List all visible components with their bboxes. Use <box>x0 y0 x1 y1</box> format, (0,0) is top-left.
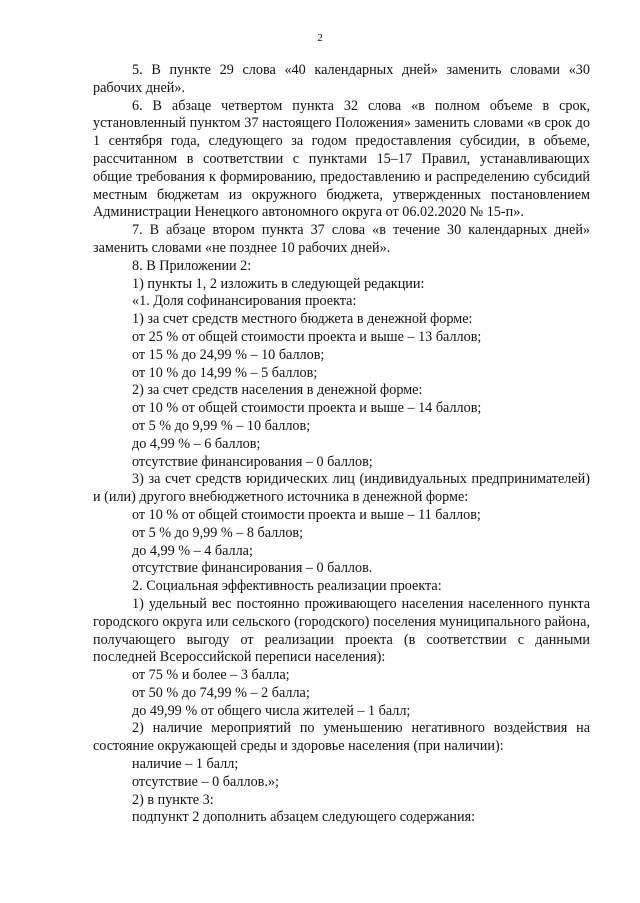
score-line: от 5 % до 9,99 % – 10 баллов; <box>132 417 311 434</box>
cofinancing-legal-entities: 3) за счет средств юридических лиц (индивидуальных предпринимателей) и (или) другого внебюджетного источника в денежной форме: <box>93 471 590 506</box>
appendix-point-2-heading: 2. Социальная эффективность реализации проекта: <box>132 578 442 595</box>
cofinancing-local-budget: 1) за счет средств местного бюджета в денежной форме: <box>132 311 473 328</box>
score-line: до 4,99 % – 4 балла; <box>132 542 253 559</box>
score-line: от 10 % до 14,99 % – 5 баллов; <box>132 364 318 381</box>
paragraph-item-5: 5. В пункте 29 слова «40 календарных дней» заменить словами «30 рабочих дней». <box>93 62 590 96</box>
social-effect-population-share: 1) удельный вес постоянно проживающего населения населенного пункта городского округа или сельского (городского) поселения муниципального района, получающего выгоду от реализации проекта (в соответствии с данными последней Всероссийской переписи населения): <box>93 595 590 666</box>
score-line: от 10 % от общей стоимости проекта и выше – 11 баллов; <box>132 506 481 523</box>
page-number: 2 <box>317 32 323 44</box>
subitem-2: 2) в пункте 3: <box>132 791 214 808</box>
document-body <box>93 62 590 827</box>
score-line: до 49,99 % от общего числа жителей – 1 балл; <box>132 702 411 719</box>
score-line: от 50 % до 74,99 % – 2 балла; <box>132 684 310 701</box>
appendix-point-1-heading: «1. Доля софинансирования проекта: <box>132 293 357 310</box>
paragraph-item-7: 7. В абзаце втором пункта 37 слова «в течение 30 календарных дней» заменить словами «не позднее 10 рабочих дней». <box>93 222 590 256</box>
paragraph-item-6: 6. В абзаце четвертом пункта 32 слова «в полном объеме в срок, установленный пунктом 37 настоящего Положения» заменить словами «в срок до 1 сентября года, следующего за годом предоставления субсидии, в объеме, рассчитанном в соответствии с пунктами 15–17 Правил, устанавливающих общие требования к формированию, предоставлению и распределению субсидий местным бюджетам из окружного бюджета, утвержденных постановлением Администрации Ненецкого автономного округа от 06.02.2020 № 15-п». <box>93 97 590 221</box>
score-line: от 10 % от общей стоимости проекта и выше – 14 баллов; <box>132 400 482 417</box>
score-line: отсутствие финансирования – 0 баллов. <box>132 560 373 577</box>
score-line: от 5 % до 9,99 % – 8 баллов; <box>132 524 304 541</box>
cofinancing-population: 2) за счет средств населения в денежной форме: <box>132 382 423 399</box>
score-line: отсутствие – 0 баллов.»; <box>132 773 279 790</box>
score-line: от 15 % до 24,99 % – 10 баллов; <box>132 346 325 363</box>
subitem-2-text: подпункт 2 дополнить абзацем следующего содержания: <box>132 809 476 826</box>
social-effect-environment: 2) наличие мероприятий по уменьшению негативного воздействия на состояние окружающей среды и здоровье населения (при наличии): <box>93 720 590 755</box>
score-line: наличие – 1 балл; <box>132 756 239 773</box>
score-line: от 75 % и более – 3 балла; <box>132 667 290 684</box>
score-line: до 4,99 % – 6 баллов; <box>132 435 261 452</box>
score-line: от 25 % от общей стоимости проекта и выше – 13 баллов; <box>132 328 482 345</box>
paragraph-item-8: 8. В Приложении 2: <box>132 257 252 274</box>
subitem-1: 1) пункты 1, 2 изложить в следующей редакции: <box>132 275 425 292</box>
score-line: отсутствие финансирования – 0 баллов; <box>132 453 373 470</box>
